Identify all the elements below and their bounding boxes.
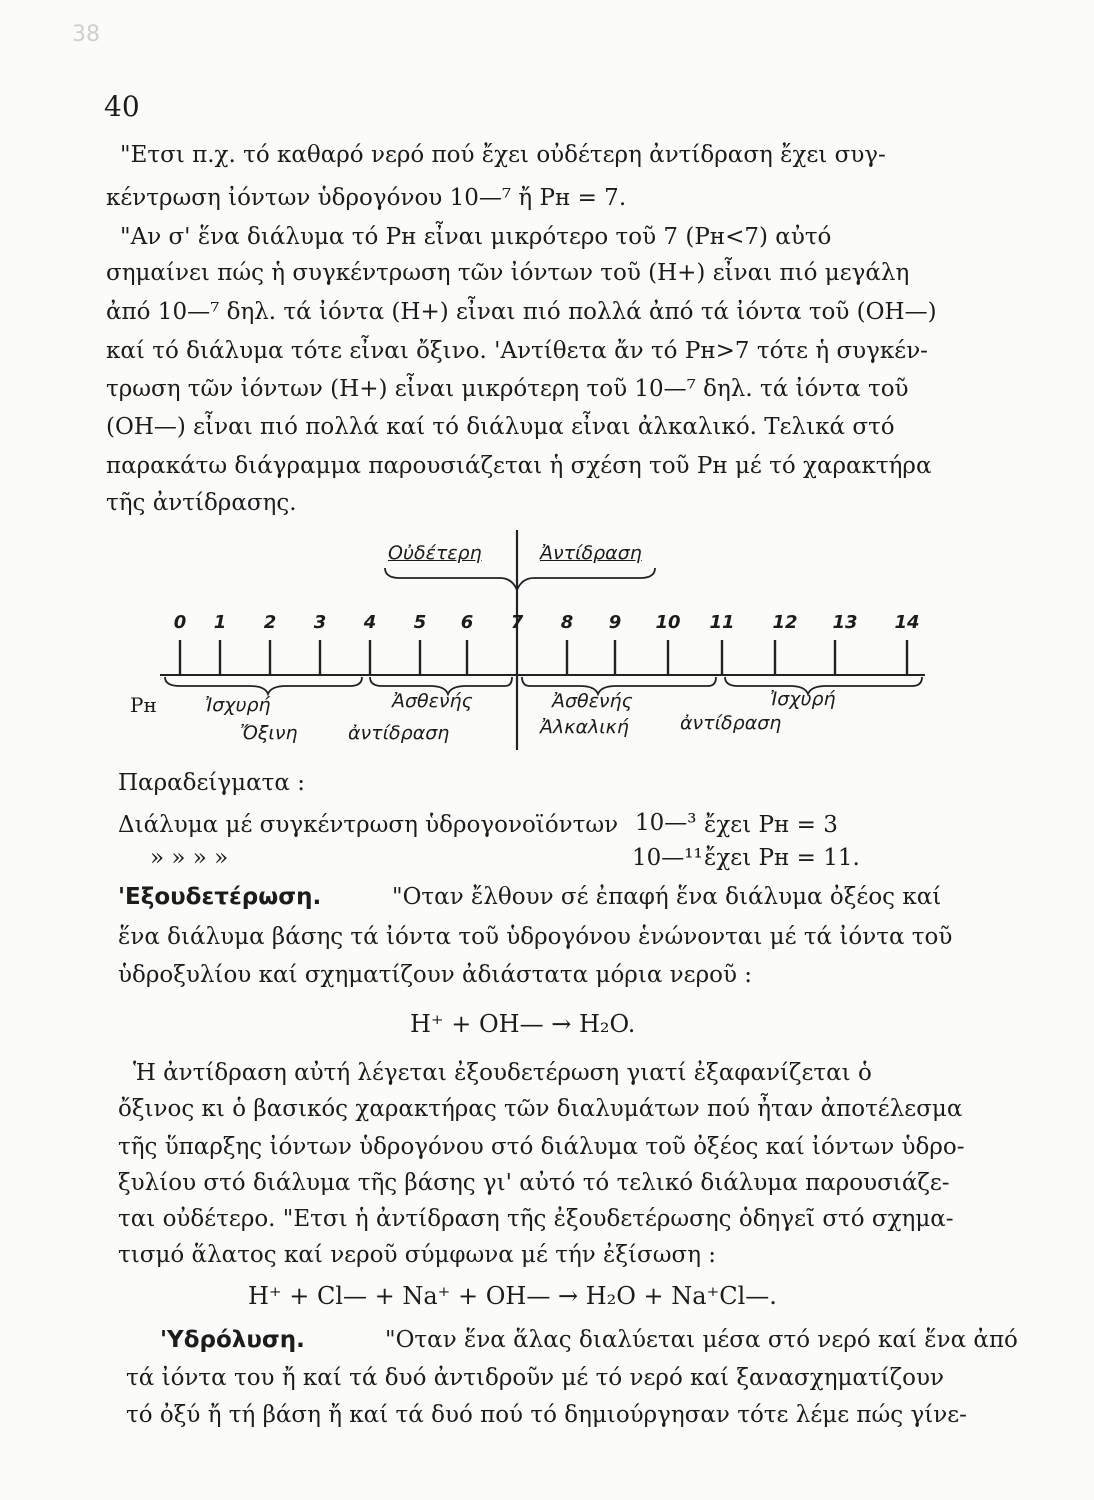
- page-number: 40: [104, 90, 140, 123]
- text-line: "Αν σ' ἕνα διάλυμα τό Pʜ εἶναι μικρότερο τοῦ 7 (Pʜ<7) αὐτό: [120, 224, 832, 250]
- text-line: κέντρωση ἰόντων ὑδρογόνου 10—⁷ ἤ Pʜ = 7.: [106, 185, 627, 211]
- text-line: (OH—) εἶναι πιό πολλά καί τό διάλυμα εἶναι ἀλκαλικό. Τελικά στό: [106, 414, 895, 440]
- strong-base-label: Ἰσχυρή: [770, 688, 836, 710]
- salt-formation-equation: H⁺ + Cl— + Na⁺ + OH— → H₂O + Na⁺Cl—.: [248, 1282, 777, 1310]
- tick-label-0: 0: [173, 612, 187, 633]
- tick-label-2: 2: [263, 612, 277, 633]
- tick-label-10: 10: [655, 612, 681, 633]
- tick-label-6: 6: [460, 612, 474, 633]
- text-line: "Οταν ἔλθουν σέ ἐπαφή ἕνα διάλυμα ὀξέος καί: [392, 884, 942, 910]
- reaction-label: Ἀντίδραση: [540, 542, 642, 564]
- weak-acid-label: Ἀσθενής: [392, 690, 473, 712]
- neutral-brace: [385, 568, 655, 590]
- tick-label-4: 4: [363, 612, 377, 633]
- text-line: Ἡ ἀντίδραση αὐτή λέγεται ἐξουδετέρωση γιατί ἐξαφανίζεται ὁ: [133, 1060, 872, 1086]
- tick-label-14: 14: [894, 612, 920, 633]
- text-line: τῆς ὕπαρξης ἰόντων ὑδρογόνου στό διάλυμα τοῦ ὀξέος καί ἰόντων ὑδρο-: [118, 1134, 965, 1160]
- strong-acid-label: Ἰσχυρή: [205, 694, 271, 716]
- tick-label-9: 9: [608, 612, 622, 633]
- text-line: τό ὀξύ ἤ τή βάση ἤ καί τά δυό πού τό δημιούργησαν τότε λέμε πώς γίνε-: [126, 1402, 967, 1428]
- text-line: ὑδροξυλίου καί σχηματίζουν ἀδιάστατα μόρια νεροῦ :: [118, 962, 752, 988]
- example-row-1-conc: 10—³: [635, 810, 697, 836]
- ph-axis-label: Pʜ: [130, 693, 157, 717]
- tick-label-13: 13: [832, 612, 858, 633]
- text-line: ξυλίου στό διάλυμα τῆς βάσης γι' αὐτό τό τελικό διάλυμα παρουσιάζε-: [118, 1170, 950, 1196]
- text-line: τρωση τῶν ἰόντων (H+) εἶναι μικρότερη τοῦ 10—⁷ δηλ. τά ἰόντα τοῦ: [106, 376, 909, 402]
- tick-label-1: 1: [213, 612, 227, 633]
- text-line: ἀπό 10—⁷ δηλ. τά ἰόντα (H+) εἶναι πιό πολλά ἀπό τά ἰόντα τοῦ (OH—): [106, 299, 937, 325]
- neutralization-equation: H⁺ + OH— → H₂O.: [410, 1010, 636, 1038]
- text-line: σημαίνει πώς ἡ συγκέντρωση τῶν ἰόντων τοῦ (H+) εἶναι πιό μεγάλη: [106, 260, 910, 286]
- text-line: "Ετσι π.χ. τό καθαρό νερό πού ἔχει οὐδέτερη ἀντίδραση ἔχει συγ-: [120, 142, 886, 168]
- text-line: ται οὐδέτερο. "Ετσι ἡ ἀντίδραση τῆς ἐξουδετέρωσης ὁδηγεῖ στό σχημα-: [118, 1206, 954, 1232]
- tick-label-7: 7: [510, 612, 524, 633]
- tick-label-3: 3: [313, 612, 327, 633]
- text-line: ἕνα διάλυμα βάσης τά ἰόντα τοῦ ὑδρογόνου ἑνώνονται μέ τά ἰόντα τοῦ: [118, 924, 953, 950]
- weak-base-label: Ἀσθενής: [552, 690, 633, 712]
- text-line: παρακάτω διάγραμμα παρουσιάζεται ἡ σχέση τοῦ Pʜ μέ τό χαρακτήρα: [106, 453, 932, 479]
- text-line: τά ἰόντα του ἤ καί τά δυό ἀντιδροῦν μέ τό νερό καί ξανασχηματίζουν: [126, 1365, 944, 1391]
- text-line: τῆς ἀντίδρασης.: [106, 490, 297, 516]
- text-line: "Οταν ἕνα ἅλας διαλύεται μέσα στό νερό καί ἕνα ἀπό: [385, 1327, 1018, 1353]
- example-row-2-conc: 10—¹¹: [632, 845, 703, 871]
- example-row-2-ditto: » » » »: [150, 845, 229, 871]
- strong-acid-brace: [165, 677, 362, 694]
- alkaline-reaction-label: ἀντίδραση: [680, 712, 782, 734]
- alkaline-label: Ἀλκαλική: [540, 716, 629, 738]
- neutralization-heading: 'Εξουδετέρωση.: [118, 884, 322, 910]
- text-line: καί τό διάλυμα τότε εἶναι ὄξινο. 'Αντίθετα ἄν τό Pʜ>7 τότε ἡ συγκέν-: [106, 338, 928, 364]
- tick-label-12: 12: [772, 612, 798, 633]
- corner-page-mark: 38: [72, 22, 100, 47]
- example-row-1-text: Διάλυμα μέ συγκέντρωση ὑδρογονοϊόντων: [118, 812, 619, 838]
- neutral-label: Οὐδέτερη: [388, 542, 482, 564]
- tick-label-11: 11: [709, 612, 735, 633]
- tick-label-5: 5: [413, 612, 427, 633]
- acidic-label: Ὄξινη: [240, 722, 298, 744]
- example-row-2-result: ἔχει Pʜ = 11.: [704, 845, 860, 871]
- text-line: τισμό ἅλατος καί νεροῦ σύμφωνα μέ τήν ἐξίσωση :: [118, 1242, 717, 1268]
- acidic-reaction-label: ἀντίδραση: [348, 722, 450, 744]
- text-line: ὄξινος κι ὁ βασικός χαρακτήρας τῶν διαλυμάτων πού ἦταν ἀποτέλεσμα: [118, 1096, 963, 1122]
- tick-label-8: 8: [560, 612, 574, 633]
- hydrolysis-heading: 'Υδρόλυση.: [160, 1327, 305, 1353]
- examples-heading: Παραδείγματα :: [118, 770, 305, 796]
- example-row-1-result: ἔχει Pʜ = 3: [704, 812, 838, 838]
